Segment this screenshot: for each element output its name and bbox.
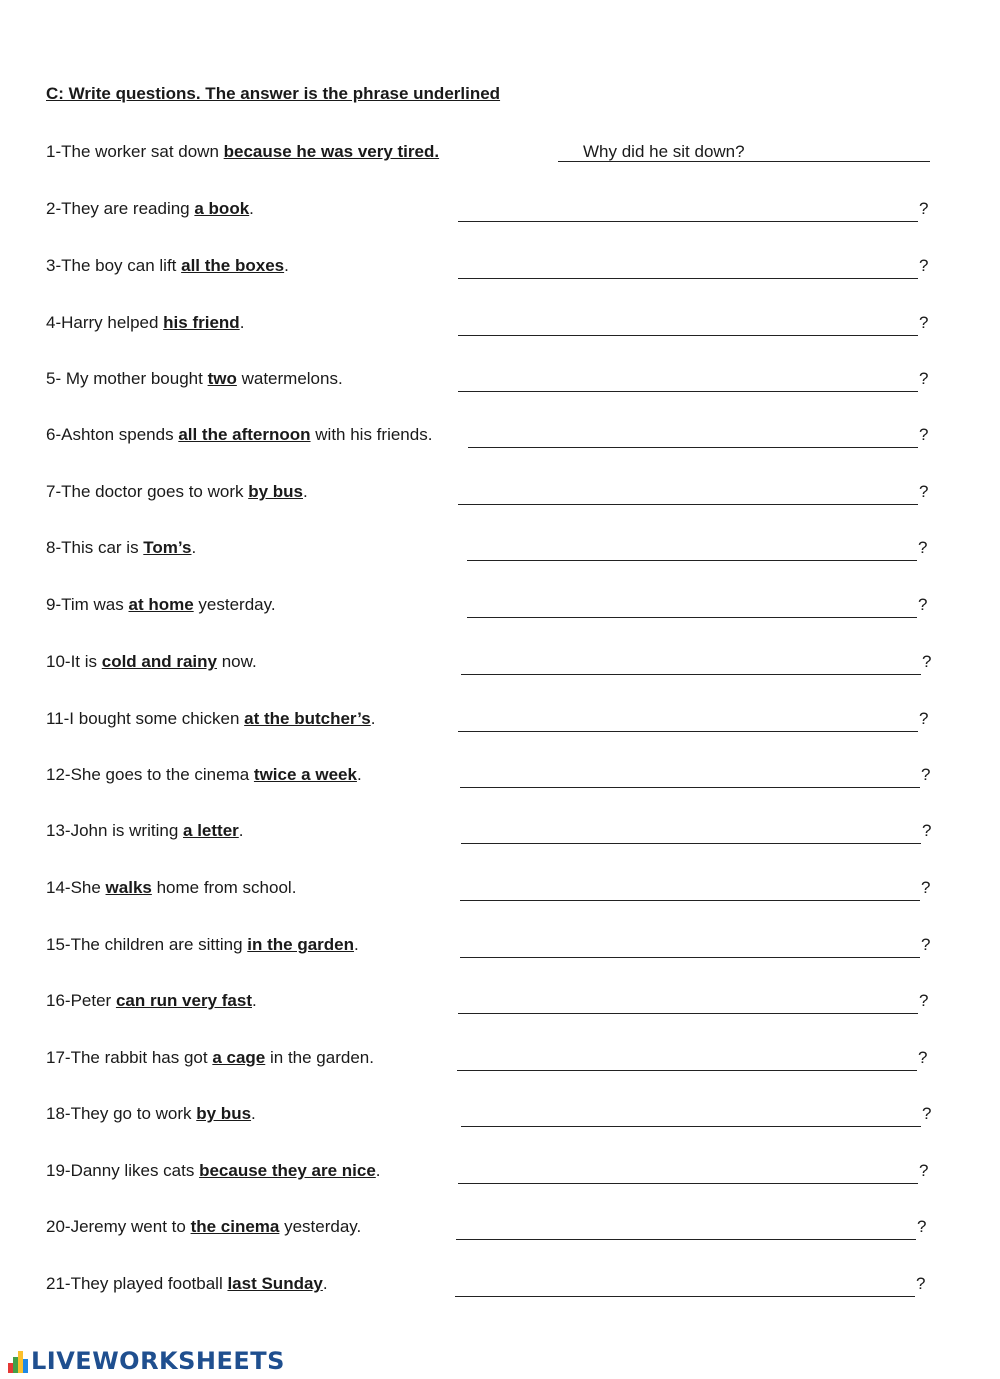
question-row <box>0 762 1000 788</box>
answer-area <box>458 196 928 222</box>
answer-input[interactable] <box>468 426 918 448</box>
example-row <box>0 139 1000 165</box>
question-mark: ? <box>922 821 932 840</box>
question-mark: ? <box>922 1104 932 1123</box>
underlined-phrase: a cage <box>212 1048 266 1067</box>
question-sentence: 8-This car is Tom’s. <box>46 538 197 557</box>
question-row <box>0 1158 1000 1184</box>
answer-area <box>456 1214 926 1240</box>
question-row <box>0 875 1000 901</box>
question-sentence: 19-Danny likes cats because they are nice. <box>46 1161 381 1180</box>
answer-area <box>458 479 928 505</box>
question-mark: ? <box>919 709 929 728</box>
answer-area <box>467 592 927 618</box>
answer-input[interactable] <box>460 766 920 788</box>
underlined-phrase: cold and rainy <box>101 652 217 671</box>
answer-area <box>458 988 928 1014</box>
question-mark: ? <box>919 482 929 501</box>
example-sentence: 1-The worker sat down because he was very tired. <box>46 142 440 161</box>
question-sentence: 21-They played football last Sunday. <box>46 1274 328 1293</box>
question-mark: ? <box>918 595 928 614</box>
underlined-phrase: a letter <box>183 821 239 840</box>
answer-input[interactable] <box>461 1105 921 1127</box>
answer-area <box>468 422 928 448</box>
answer-area <box>458 1158 928 1184</box>
underlined-phrase: in the garden <box>247 935 355 954</box>
question-row <box>0 592 1000 618</box>
exercise-instruction: C: Write questions. The answer is the phrase underlined <box>46 84 501 103</box>
underlined-phrase: all the boxes <box>181 256 285 275</box>
answer-input[interactable] <box>461 822 921 844</box>
answer-input[interactable] <box>458 992 918 1014</box>
answer-area <box>460 875 930 901</box>
question-row <box>0 479 1000 505</box>
question-sentence: 11-I bought some chicken at the butcher’s. <box>46 709 376 728</box>
underlined-phrase: can run very fast <box>115 991 252 1010</box>
answer-area <box>461 649 931 675</box>
underlined-phrase: all the afternoon <box>178 425 311 444</box>
question-row <box>0 818 1000 844</box>
question-row <box>0 535 1000 561</box>
question-row <box>0 1101 1000 1127</box>
brand-name: LIVEWORKSHEETS <box>31 1347 285 1375</box>
underlined-phrase: the cinema <box>190 1217 280 1236</box>
answer-input[interactable] <box>458 1162 918 1184</box>
answer-area <box>461 1101 931 1127</box>
answer-area <box>458 310 928 336</box>
question-row <box>0 1271 1000 1297</box>
question-mark: ? <box>919 425 929 444</box>
question-mark: ? <box>919 256 929 275</box>
question-mark: ? <box>917 1217 927 1236</box>
answer-area <box>457 1045 927 1071</box>
answer-input[interactable] <box>460 879 920 901</box>
answer-input[interactable] <box>458 370 918 392</box>
question-row <box>0 988 1000 1014</box>
answer-input[interactable] <box>455 1275 915 1297</box>
answer-input[interactable] <box>458 314 918 336</box>
question-sentence: 10-It is cold and rainy now. <box>46 652 257 671</box>
question-sentence: 4-Harry helped his friend. <box>46 313 245 332</box>
question-row <box>0 649 1000 675</box>
question-sentence: 20-Jeremy went to the cinema yesterday. <box>46 1217 362 1236</box>
question-mark: ? <box>921 878 931 897</box>
question-sentence: 3-The boy can lift all the boxes. <box>46 256 289 275</box>
underlined-phrase: at home <box>128 595 194 614</box>
brand-logo <box>8 1346 285 1376</box>
answer-area <box>461 818 931 844</box>
question-mark: ? <box>916 1274 926 1293</box>
answer-area <box>460 762 930 788</box>
answer-input[interactable] <box>456 1218 916 1240</box>
underlined-phrase: because he was very tired. <box>223 142 440 161</box>
question-sentence: 6-Ashton spends all the afternoon with his friends. <box>46 425 433 444</box>
question-row <box>0 310 1000 336</box>
underlined-phrase: by bus <box>196 1104 252 1123</box>
question-sentence: 5- My mother bought two watermelons. <box>46 369 343 388</box>
question-mark: ? <box>919 1161 929 1180</box>
underlined-phrase: walks <box>105 878 152 897</box>
question-row <box>0 1214 1000 1240</box>
question-sentence: 9-Tim was at home yesterday. <box>46 595 276 614</box>
underlined-phrase: a book <box>194 199 250 218</box>
question-mark: ? <box>919 313 929 332</box>
answer-area <box>455 1271 925 1297</box>
question-sentence: 13-John is writing a letter. <box>46 821 244 840</box>
question-mark: ? <box>918 1048 928 1067</box>
question-sentence: 15-The children are sitting in the garden. <box>46 935 359 954</box>
question-mark: ? <box>922 652 932 671</box>
question-sentence: 7-The doctor goes to work by bus. <box>46 482 308 501</box>
example-answer: Why did he sit down? <box>583 142 745 161</box>
question-row <box>0 196 1000 222</box>
question-sentence: 18-They go to work by bus. <box>46 1104 256 1123</box>
question-mark: ? <box>918 538 928 557</box>
underlined-phrase: last Sunday <box>227 1274 323 1293</box>
question-row <box>0 422 1000 448</box>
question-mark: ? <box>919 369 929 388</box>
question-row <box>0 932 1000 958</box>
answer-area <box>458 253 928 279</box>
answer-input[interactable] <box>467 596 917 618</box>
answer-input[interactable] <box>457 1049 917 1071</box>
question-row <box>0 706 1000 732</box>
answer-area <box>458 366 928 392</box>
question-row <box>0 253 1000 279</box>
answer-input[interactable] <box>460 936 920 958</box>
question-sentence: 2-They are reading a book. <box>46 199 254 218</box>
answer-area <box>460 932 930 958</box>
answer-input[interactable] <box>458 257 918 279</box>
question-row <box>0 1045 1000 1071</box>
question-sentence: 16-Peter can run very fast. <box>46 991 257 1010</box>
answer-input[interactable] <box>467 539 917 561</box>
question-sentence: 17-The rabbit has got a cage in the garden. <box>46 1048 374 1067</box>
underlined-phrase: by bus <box>248 482 304 501</box>
question-mark: ? <box>919 199 929 218</box>
answer-area <box>458 706 928 732</box>
underlined-phrase: because they are nice <box>199 1161 376 1180</box>
question-row <box>0 366 1000 392</box>
liveworksheets-logo-icon <box>8 1349 28 1373</box>
underlined-phrase: at the butcher’s <box>244 709 371 728</box>
underlined-phrase: Tom’s <box>143 538 192 557</box>
answer-area <box>467 535 927 561</box>
underlined-phrase: twice a week <box>253 765 357 784</box>
question-mark: ? <box>919 991 929 1010</box>
answer-input[interactable] <box>458 200 918 222</box>
underlined-phrase: his friend <box>163 313 240 332</box>
answer-input[interactable] <box>458 710 918 732</box>
question-sentence: 12-She goes to the cinema twice a week. <box>46 765 362 784</box>
answer-input[interactable] <box>458 483 918 505</box>
answer-input[interactable] <box>461 653 921 675</box>
underlined-phrase: two <box>207 369 237 388</box>
question-mark: ? <box>921 935 931 954</box>
question-sentence: 14-She walks home from school. <box>46 878 297 897</box>
question-mark: ? <box>921 765 931 784</box>
